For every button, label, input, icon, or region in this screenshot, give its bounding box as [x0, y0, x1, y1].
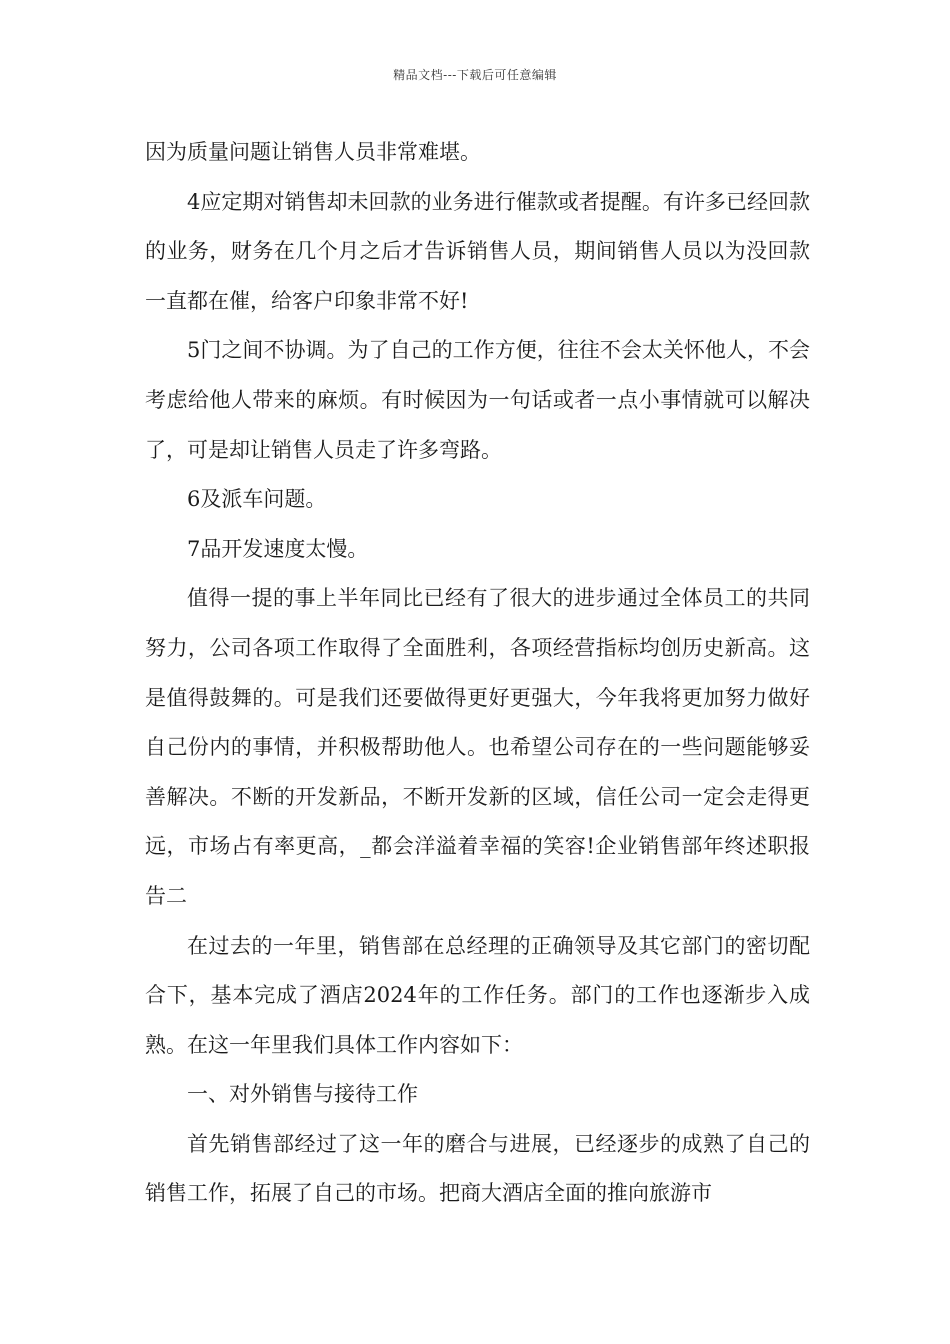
document-body: [145, 128, 810, 1219]
paragraph-report-two-intro: 在过去的一年里，销售部在总经理的正确领导及其它部门的密切配合下，基本完成了酒店2024年的工作任务。部门的工作也逐渐步入成熟。在这一年里我们具体工作内容如下：: [145, 933, 810, 1057]
paragraph-quality-issue: 因为质量问题让销售人员非常难堪。: [145, 140, 481, 164]
section-heading-sales: 一、对外销售与接待工作: [187, 1082, 418, 1107]
paragraph-item-6: 6及派车问题。: [187, 487, 327, 512]
page-header: 精品文档---下载后可任意编辑: [393, 68, 557, 82]
paragraph-item-4: 4应定期对销售却未回款的业务进行催款或者提醒。有许多已经回款的业务，财务在几个月之后才告诉销售人员，期间销售人员以为没回款一直都在催，给客户印象非常不好!: [145, 189, 810, 313]
paragraph-progress: 值得一提的事上半年同比已经有了很大的进步通过全体员工的共同努力，公司各项工作取得了全面胜利，各项经营指标均创历史新高。这是值得鼓舞的。可是我们还要做得更好更强大，今年我将更加努力做好自己份内的事情，并积极帮助他人。也希望公司存在的一些问题能够妥善解决。不断的开发新品，不断开发新的区域，信任公司一定会走得更远，市场占有率更高，_都会洋溢着幸福的笑容!企业销售部年终述职报告二: [145, 586, 810, 908]
paragraph-sales-work: 首先销售部经过了这一年的磨合与进展，已经逐步的成熟了自己的销售工作，拓展了自己的市场。把商大酒店全面的推向旅游市: [145, 1131, 810, 1206]
paragraph-item-5: 5门之间不协调。为了自己的工作方便，往往不会太关怀他人，不会考虑给他人带来的麻烦。有时候因为一句话或者一点小事情就可以解决了，可是却让销售人员走了许多弯路。: [145, 338, 810, 462]
paragraph-item-7: 7品开发速度太慢。: [187, 536, 369, 561]
